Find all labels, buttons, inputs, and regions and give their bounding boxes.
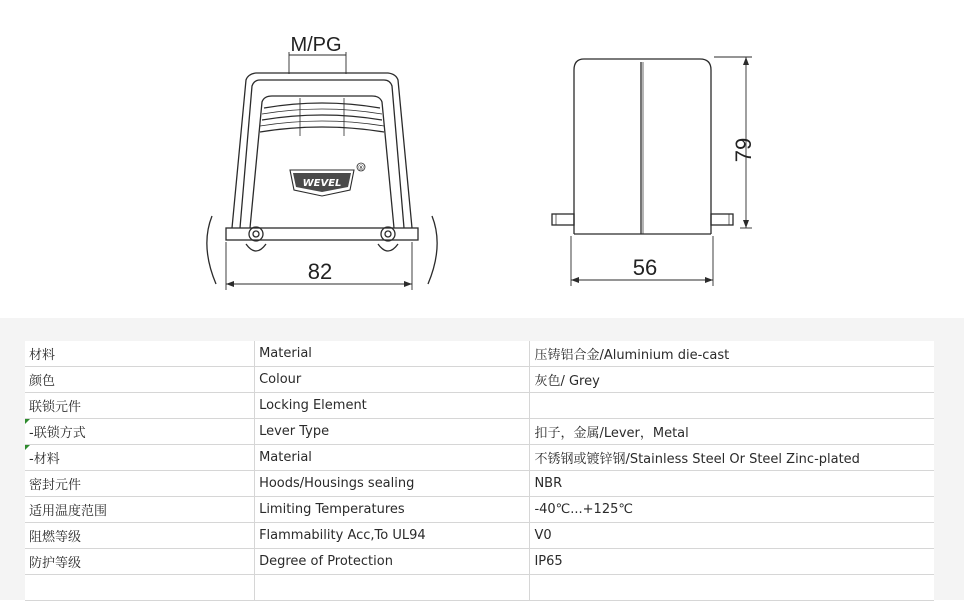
cell-english-label-text: Colour	[259, 372, 302, 387]
cell-value	[530, 367, 934, 393]
cell-value	[530, 419, 934, 445]
cell-value	[530, 497, 934, 523]
cell-value-text: IP65	[534, 554, 563, 569]
cell-chinese-label	[25, 393, 255, 419]
spec-table	[25, 341, 934, 601]
cell-value	[530, 523, 934, 549]
cell-english-label	[255, 341, 530, 367]
cell-chinese-label	[25, 445, 255, 471]
cell-value-text: 不锈钢或镀锌钢/Stainless Steel Or Steel Zinc-plated	[534, 452, 860, 467]
cell-english-label	[255, 549, 530, 575]
dim-height-label: 79	[731, 137, 756, 163]
dim-depth-label: 56	[632, 255, 658, 280]
cell-value-text: 灰色/ Grey	[534, 374, 600, 389]
cell-chinese-label	[25, 367, 255, 393]
table-row-empty	[25, 575, 934, 601]
thread-label: M/PG	[290, 34, 342, 56]
empty-cell	[25, 575, 255, 601]
cell-value	[530, 393, 934, 419]
cell-chinese-label-text: 材料	[29, 348, 56, 363]
cell-chinese-label-text: 阻燃等级	[29, 530, 82, 545]
cell-english-label	[255, 445, 530, 471]
cell-value-text: -40℃...+125℃	[534, 502, 633, 517]
cell-value-text: NBR	[534, 476, 563, 491]
side-view	[552, 57, 752, 286]
cell-english-label	[255, 367, 530, 393]
cell-value	[530, 341, 934, 367]
cell-english-label-text: Material	[259, 450, 312, 465]
dim-width-label: 82	[307, 259, 333, 284]
comment-marker-icon	[25, 445, 30, 450]
cell-value	[530, 471, 934, 497]
empty-cell	[530, 575, 934, 601]
cell-chinese-label	[25, 523, 255, 549]
table-row	[25, 549, 934, 575]
cell-chinese-label	[25, 549, 255, 575]
cell-chinese-label-text: 联锁元件	[29, 400, 82, 415]
cell-english-label	[255, 523, 530, 549]
cell-english-label-text: Flammability Acc,To UL94	[259, 528, 426, 543]
cell-english-label-text: Lever Type	[259, 424, 330, 439]
empty-cell	[255, 575, 530, 601]
cell-english-label	[255, 497, 530, 523]
cell-value-text: 压铸铝合金/Aluminium die-cast	[534, 348, 730, 363]
cell-english-label-text: Degree of Protection	[259, 554, 393, 569]
table-row	[25, 341, 934, 367]
cell-chinese-label	[25, 497, 255, 523]
registered-mark: ®	[357, 164, 365, 172]
cell-chinese-label	[25, 341, 255, 367]
cell-value	[530, 445, 934, 471]
cell-chinese-label	[25, 419, 255, 445]
table-row	[25, 523, 934, 549]
cell-english-label	[255, 419, 530, 445]
table-row	[25, 393, 934, 419]
cell-english-label-text: Locking Element	[259, 398, 367, 413]
cell-value-text: 扣子，金属/Lever，Metal	[534, 426, 689, 441]
table-row	[25, 445, 934, 471]
cell-english-label	[255, 471, 530, 497]
cell-chinese-label-text: 密封元件	[29, 478, 82, 493]
table-row	[25, 471, 934, 497]
cell-chinese-label-text: -材料	[29, 452, 60, 467]
cell-chinese-label-text: 防护等级	[29, 556, 82, 571]
cell-english-label	[255, 393, 530, 419]
spec-section	[0, 318, 964, 600]
cell-chinese-label-text: 颜色	[29, 374, 56, 389]
cell-chinese-label-text: -联锁方式	[29, 426, 86, 441]
cell-chinese-label	[25, 471, 255, 497]
cell-chinese-label-text: 适用温度范围	[29, 504, 108, 519]
cell-value-text: V0	[534, 528, 552, 543]
cell-value	[530, 549, 934, 575]
table-row	[25, 419, 934, 445]
cell-english-label-text: Hoods/Housings sealing	[259, 476, 415, 491]
brand-logo-text: WEVEL	[302, 178, 342, 189]
table-row	[25, 497, 934, 523]
comment-marker-icon	[25, 419, 30, 424]
cell-english-label-text: Material	[259, 346, 312, 361]
cell-english-label-text: Limiting Temperatures	[259, 502, 405, 517]
front-view	[207, 52, 437, 290]
table-row	[25, 367, 934, 393]
